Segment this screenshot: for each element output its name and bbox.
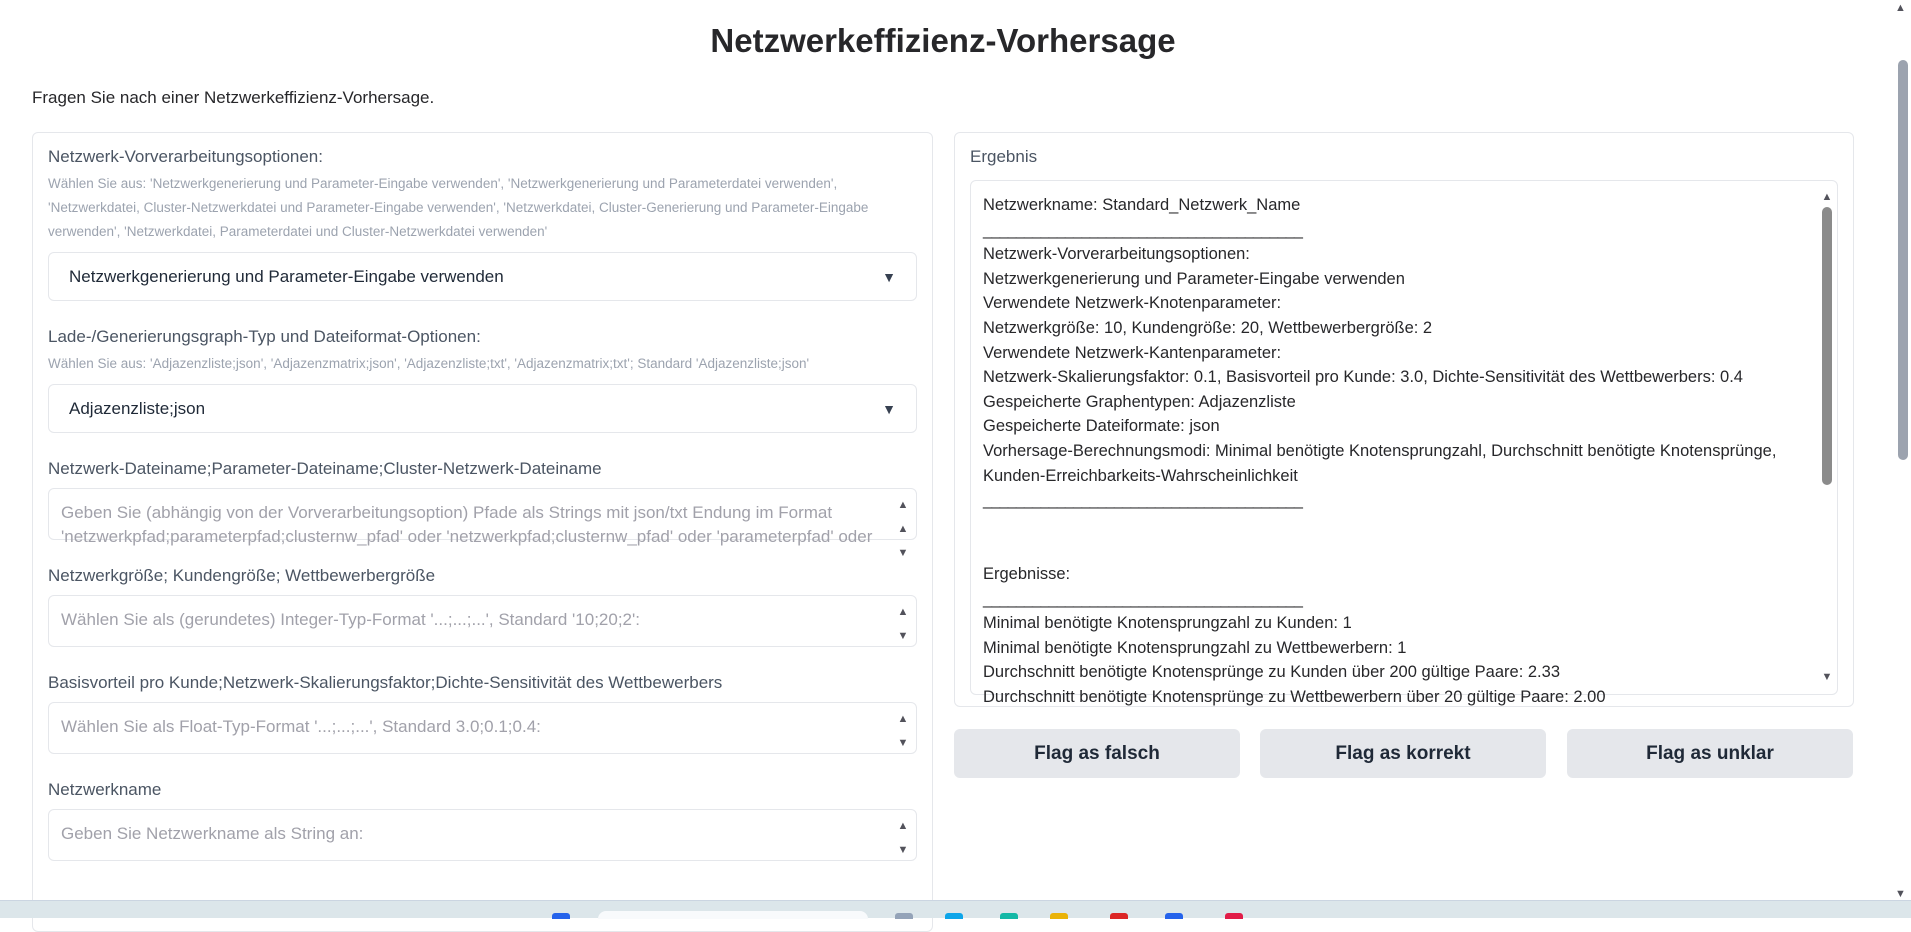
chevron-down-icon[interactable]: ▼ — [882, 400, 896, 417]
intro-text: Fragen Sie nach einer Netzwerkeffizienz-Vorhersage. — [32, 88, 435, 107]
taskbar-app-icon[interactable] — [895, 913, 913, 919]
start-icon[interactable] — [552, 913, 570, 919]
result-line — [983, 513, 1797, 538]
result-line: Netzwerkname: Standard_Netzwerk_Name — [983, 196, 1301, 214]
spinner-arrows-icon[interactable]: ▲ ▼ — [897, 713, 909, 749]
result-line: Minimal benötigte Knotensprungzahl zu Kunden: 1 — [983, 614, 1352, 633]
network-name-input[interactable] — [48, 809, 917, 861]
scroll-up-icon[interactable]: ▲ — [1895, 2, 1906, 14]
spinner-arrows-icon[interactable]: ▲ ▲ ▼ — [897, 499, 909, 559]
preprocessing-info: Wählen Sie aus: 'Netzwerkgenerierung und Parameter-Eingabe verwenden', 'Netzwerkgenerierung und Parameterdatei verwenden', 'Netzwerkdatei, Cluster-Netzwerkdatei und Parameter-Eingabe verwenden', 'Netzwerkdatei, Cluster-Generierung und Parameter-Eingabe verwenden', 'Netzwerkdatei, Parameterdatei und Cluster-Netzwerkdatei verwenden' — [48, 176, 869, 239]
filenames-label: Netzwerk-Dateiname;Parameter-Dateiname;Cluster-Netzwerk-Dateiname — [48, 459, 602, 478]
preprocessing-selected-value: Netzwerkgenerierung und Parameter-Eingabe verwenden — [69, 266, 504, 286]
chevron-down-icon[interactable]: ▼ — [882, 268, 896, 285]
result-line: Verwendete Netzwerk-Kantenparameter: — [983, 343, 1282, 362]
spinner-arrows-icon[interactable]: ▲ ▼ — [897, 820, 909, 856]
preprocessing-label: Netzwerk-Vorverarbeitungsoptionen: — [48, 147, 323, 166]
result-line: Netzwerk-Vorverarbeitungsoptionen: — [983, 245, 1250, 264]
sizes-input[interactable] — [48, 595, 917, 647]
page-scrollbar[interactable] — [1893, 0, 1911, 900]
flag-falsch-button[interactable]: Flag as falsch — [954, 729, 1240, 778]
result-line: Netzwerk-Skalierungsfaktor: 0.1, Basisvorteil pro Kunde: 3.0, Dichte-Sensitivität des Wettbewerbers: 0.4 — [983, 368, 1743, 387]
graph-type-selected-value: Adjazenzliste;json — [69, 398, 206, 418]
params-input[interactable] — [48, 702, 917, 754]
filenames-input[interactable] — [48, 488, 917, 559]
network-name-placeholder: Geben Sie Netzwerkname als String an: — [61, 824, 364, 843]
scroll-up-icon[interactable]: ▲ — [1821, 191, 1833, 203]
scroll-down-icon[interactable]: ▼ — [1895, 888, 1906, 900]
result-line: Gespeicherte Dateiformate: json — [983, 417, 1220, 436]
result-line: Minimal benötigte Knotensprungzahl zu Wettbewerbern: 1 — [983, 638, 1407, 657]
result-line: Verwendete Netzwerk-Knotenparameter: — [983, 294, 1282, 313]
graph-type-dropdown[interactable] — [48, 384, 917, 433]
page-title: Netzwerkeffizienz-Vorhersage — [710, 22, 1176, 59]
result-label: Ergebnis — [970, 147, 1038, 166]
result-text — [983, 193, 1797, 709]
taskbar-app-icon[interactable] — [1165, 913, 1183, 919]
params-placeholder: Wählen Sie als Float-Typ-Format '...;...;...', Standard 3.0;0.1;0.4: — [61, 717, 541, 736]
taskbar-app-icon[interactable] — [945, 913, 963, 919]
taskbar-app-icon[interactable] — [1110, 913, 1128, 919]
result-line: Netzwerkgröße: 10, Kundengröße: 20, Wettbewerbergröße: 2 — [983, 318, 1433, 337]
preprocessing-dropdown[interactable] — [48, 252, 917, 301]
sizes-placeholder: Wählen Sie als (gerundetes) Integer-Typ-Format '...;...;...', Standard '10;20;2': — [61, 610, 640, 629]
result-output[interactable] — [970, 180, 1838, 706]
taskbar-app-icon[interactable] — [1000, 913, 1018, 919]
result-panel — [954, 132, 1854, 707]
taskbar-app-icon[interactable] — [1050, 913, 1068, 919]
result-line: Netzwerkgenerierung und Parameter-Eingabe verwenden — [983, 269, 1405, 288]
result-line: _______________________________________ — [983, 220, 1302, 239]
result-scrollbar[interactable] — [1819, 185, 1835, 690]
result-line: Ergebnisse: — [983, 564, 1071, 583]
result-line — [983, 537, 1797, 562]
filenames-placeholder-line1: Geben Sie (abhängig von der Vorverarbeitungsoption) Pfade als Strings mit json/txt Endung im Format — [61, 503, 833, 522]
result-line: Vorhersage-Berechnungsmodi: Minimal benötigte Knotensprungzahl, Durchschnitt benötigte Knotensprünge, — [983, 441, 1777, 460]
page-scroll-thumb[interactable] — [1898, 60, 1908, 460]
filenames-placeholder-line2: 'netzwerkpfad;parameterpfad;clusternw_pfad' oder 'netzwerkpfad;clusternw_pfad' oder 'parameterpfad' oder — [61, 527, 873, 546]
graph-type-label: Lade-/Generierungsgraph-Typ und Dateiformat-Optionen: — [48, 327, 481, 346]
os-taskbar — [0, 900, 1911, 918]
taskbar-app-icon[interactable] — [1225, 913, 1243, 919]
input-panel — [32, 132, 933, 932]
params-label: Basisvorteil pro Kunde;Netzwerk-Skalierungsfaktor;Dichte-Sensitivität des Wettbewerbers — [48, 673, 723, 692]
network-name-label: Netzwerkname — [48, 780, 162, 799]
scroll-down-icon[interactable]: ▼ — [1821, 671, 1833, 684]
result-line: _______________________________________ — [983, 491, 1302, 510]
spinner-arrows-icon[interactable]: ▲ ▼ — [897, 606, 909, 642]
result-scroll-thumb[interactable] — [1822, 207, 1832, 485]
result-line: Gespeicherte Graphentypen: Adjazenzliste — [983, 392, 1296, 411]
result-line: Kunden-Erreichbarkeits-Wahrscheinlichkeit — [983, 466, 1298, 485]
result-line: Durchschnitt benötigte Knotensprünge zu Wettbewerbern über 20 gültige Paare: 2.00 — [983, 687, 1606, 706]
result-line: _______________________________________ — [983, 589, 1302, 608]
result-line: Durchschnitt benötigte Knotensprünge zu Kunden über 200 gültige Paare: 2.33 — [983, 663, 1560, 682]
sizes-label: Netzwerkgröße; Kundengröße; Wettbewerbergröße — [48, 566, 436, 585]
taskbar-search[interactable] — [598, 911, 868, 919]
flag-unklar-button[interactable]: Flag as unklar — [1567, 729, 1853, 778]
graph-type-info: Wählen Sie aus: 'Adjazenzliste;json', 'Adjazenzmatrix;json', 'Adjazenzliste;txt', 'Adjazenzmatrix;txt'; Standard 'Adjazenzliste;json' — [48, 356, 810, 371]
flag-korrekt-button[interactable]: Flag as korrekt — [1260, 729, 1546, 778]
